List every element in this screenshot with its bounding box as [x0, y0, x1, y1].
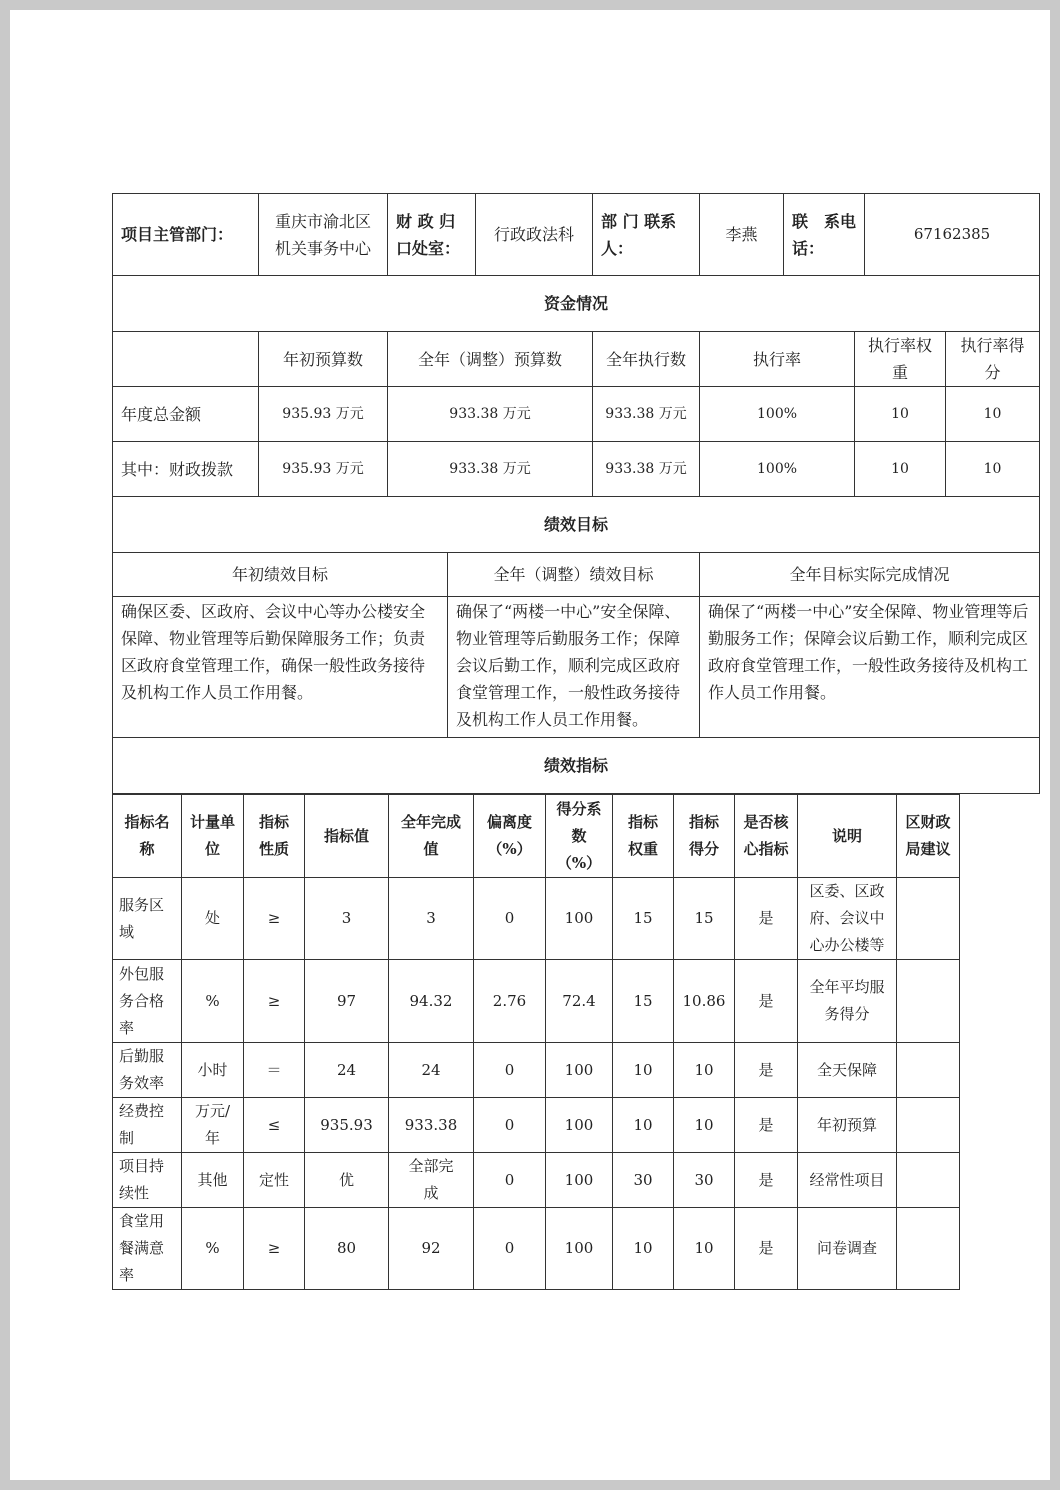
- ind-cell-weight: 30: [613, 1153, 674, 1208]
- funds-cell: 935.93 万元: [259, 387, 388, 442]
- funds-header-rate-weight: 执行率权重: [855, 332, 946, 387]
- ind-row-name: 项目持续性: [113, 1153, 182, 1208]
- ind-cell-advice: [897, 1153, 960, 1208]
- funds-cell: 10: [946, 387, 1040, 442]
- ind-cell-note: 经常性项目: [798, 1153, 897, 1208]
- goals-header-adjusted: 全年（调整）绩效目标: [448, 553, 700, 597]
- funds-header-rate: 执行率: [700, 332, 855, 387]
- funds-header-adjusted: 全年（调整）预算数: [388, 332, 593, 387]
- ind-cell-unit: 其他: [182, 1153, 244, 1208]
- phone-value: 67162385: [865, 194, 1040, 276]
- ind-header-deviation: 偏离度（%）: [474, 795, 546, 878]
- funds-header-initial: 年初预算数: [259, 332, 388, 387]
- ind-cell-unit: 小时: [182, 1043, 244, 1098]
- ind-cell-core: 是: [735, 960, 798, 1043]
- goals-header-initial: 年初绩效目标: [113, 553, 448, 597]
- ind-cell-note: 年初预算: [798, 1098, 897, 1153]
- ind-cell-weight: 10: [613, 1043, 674, 1098]
- indicators-section-title: 绩效指标: [113, 738, 1040, 794]
- ind-cell-value: 97: [305, 960, 389, 1043]
- funds-header-executed: 全年执行数: [593, 332, 700, 387]
- ind-cell-core: 是: [735, 1043, 798, 1098]
- funds-header-blank: [113, 332, 259, 387]
- ind-cell-score: 10: [674, 1208, 735, 1290]
- ind-cell-unit: 万元/年: [182, 1098, 244, 1153]
- ind-cell-coef: 100: [546, 1098, 613, 1153]
- funds-cell: 933.38 万元: [388, 387, 593, 442]
- ind-header-advice: 区财政局建议: [897, 795, 960, 878]
- ind-header-note: 说明: [798, 795, 897, 878]
- goal-text-actual: 确保了“两楼一中心”安全保障、物业管理等后勤服务工作；保障会议后勤工作，顺利完成区政府食堂管理工作，一般性政务接待及机构工作人员工作用餐。: [700, 597, 1040, 738]
- ind-cell-nature: ≤: [244, 1098, 305, 1153]
- ind-cell-completed: 94.32: [389, 960, 474, 1043]
- ind-cell-note: 问卷调查: [798, 1208, 897, 1290]
- ind-cell-coef: 72.4: [546, 960, 613, 1043]
- ind-cell-nature: 定性: [244, 1153, 305, 1208]
- ind-cell-core: 是: [735, 1153, 798, 1208]
- funds-cell: 100%: [700, 442, 855, 497]
- ind-cell-advice: [897, 1098, 960, 1153]
- ind-cell-advice: [897, 1043, 960, 1098]
- funds-cell: 933.38 万元: [593, 387, 700, 442]
- goal-text-initial: 确保区委、区政府、会议中心等办公楼安全保障、物业管理等后勤保障服务工作；负责区政府食堂管理工作，确保一般性政务接待及机构工作人员工作用餐。: [113, 597, 448, 738]
- ind-header-weight: 指标权重: [613, 795, 674, 878]
- contact-label: 部 门 联系人：: [593, 194, 700, 276]
- funds-cell: 10: [855, 442, 946, 497]
- funds-cell: 10: [946, 442, 1040, 497]
- ind-cell-completed: 3: [389, 878, 474, 960]
- ind-cell-coef: 100: [546, 878, 613, 960]
- ind-row-name: 服务区域: [113, 878, 182, 960]
- ind-cell-nature: ＝: [244, 1043, 305, 1098]
- ind-cell-coef: 100: [546, 1153, 613, 1208]
- ind-row-name: 后勤服务效率: [113, 1043, 182, 1098]
- finance-label: 财 政 归口处室：: [388, 194, 476, 276]
- ind-cell-value: 3: [305, 878, 389, 960]
- ind-cell-note: 全年平均服务得分: [798, 960, 897, 1043]
- header-funds-goals-table: [112, 193, 1040, 794]
- ind-cell-advice: [897, 1208, 960, 1290]
- ind-cell-advice: [897, 878, 960, 960]
- ind-cell-deviation: 0: [474, 1043, 546, 1098]
- dept-value: 重庆市渝北区机关事务中心: [259, 194, 388, 276]
- ind-cell-unit: %: [182, 960, 244, 1043]
- indicators-table: [112, 794, 960, 1290]
- ind-cell-deviation: 0: [474, 1098, 546, 1153]
- funds-section-title: 资金情况: [113, 276, 1040, 332]
- ind-header-value: 指标值: [305, 795, 389, 878]
- ind-cell-deviation: 2.76: [474, 960, 546, 1043]
- funds-header-rate-score: 执行率得分: [946, 332, 1040, 387]
- funds-row-label: 其中：财政拨款: [113, 442, 259, 497]
- ind-cell-score: 10.86: [674, 960, 735, 1043]
- ind-cell-score: 10: [674, 1098, 735, 1153]
- ind-cell-unit: %: [182, 1208, 244, 1290]
- ind-cell-weight: 10: [613, 1098, 674, 1153]
- funds-row-label: 年度总金额: [113, 387, 259, 442]
- ind-cell-nature: ≥: [244, 878, 305, 960]
- ind-cell-core: 是: [735, 1208, 798, 1290]
- ind-header-completed: 全年完成值: [389, 795, 474, 878]
- ind-cell-value: 935.93: [305, 1098, 389, 1153]
- ind-cell-nature: ≥: [244, 960, 305, 1043]
- contact-value: 李燕: [700, 194, 784, 276]
- document-page: [10, 10, 1050, 1480]
- ind-row-name: 食堂用餐满意率: [113, 1208, 182, 1290]
- ind-header-unit: 计量单位: [182, 795, 244, 878]
- ind-cell-deviation: 0: [474, 1153, 546, 1208]
- phone-label: 联 系电话：: [784, 194, 865, 276]
- ind-cell-value: 80: [305, 1208, 389, 1290]
- dept-label: 项目主管部门：: [113, 194, 259, 276]
- ind-row-name: 外包服务合格率: [113, 960, 182, 1043]
- ind-cell-deviation: 0: [474, 878, 546, 960]
- ind-cell-weight: 15: [613, 878, 674, 960]
- ind-cell-note: 区委、区政府、会议中心办公楼等: [798, 878, 897, 960]
- ind-cell-weight: 10: [613, 1208, 674, 1290]
- ind-cell-score: 10: [674, 1043, 735, 1098]
- ind-cell-completed: 933.38: [389, 1098, 474, 1153]
- ind-cell-unit: 处: [182, 878, 244, 960]
- funds-cell: 933.38 万元: [593, 442, 700, 497]
- goals-section-title: 绩效目标: [113, 497, 1040, 553]
- ind-cell-note: 全天保障: [798, 1043, 897, 1098]
- ind-cell-score: 15: [674, 878, 735, 960]
- ind-cell-deviation: 0: [474, 1208, 546, 1290]
- ind-cell-completed: 全部完成: [389, 1153, 474, 1208]
- ind-cell-value: 优: [305, 1153, 389, 1208]
- ind-cell-advice: [897, 960, 960, 1043]
- ind-cell-weight: 15: [613, 960, 674, 1043]
- ind-cell-core: 是: [735, 1098, 798, 1153]
- ind-cell-completed: 24: [389, 1043, 474, 1098]
- ind-header-nature: 指标性质: [244, 795, 305, 878]
- ind-cell-coef: 100: [546, 1208, 613, 1290]
- ind-row-name: 经费控制: [113, 1098, 182, 1153]
- ind-header-name: 指标名称: [113, 795, 182, 878]
- funds-cell: 933.38 万元: [388, 442, 593, 497]
- ind-cell-score: 30: [674, 1153, 735, 1208]
- ind-cell-core: 是: [735, 878, 798, 960]
- ind-cell-coef: 100: [546, 1043, 613, 1098]
- funds-cell: 10: [855, 387, 946, 442]
- ind-cell-completed: 92: [389, 1208, 474, 1290]
- ind-header-score: 指标得分: [674, 795, 735, 878]
- ind-header-coef: 得分系数（%）: [546, 795, 613, 878]
- goal-text-adjusted: 确保了“两楼一中心”安全保障、物业管理等后勤服务工作；保障会议后勤工作，顺利完成区政府食堂管理工作，一般性政务接待及机构工作人员工作用餐。: [448, 597, 700, 738]
- goals-header-actual: 全年目标实际完成情况: [700, 553, 1040, 597]
- ind-header-core: 是否核心指标: [735, 795, 798, 878]
- funds-cell: 935.93 万元: [259, 442, 388, 497]
- finance-value: 行政政法科: [476, 194, 593, 276]
- funds-cell: 100%: [700, 387, 855, 442]
- ind-cell-value: 24: [305, 1043, 389, 1098]
- ind-cell-nature: ≥: [244, 1208, 305, 1290]
